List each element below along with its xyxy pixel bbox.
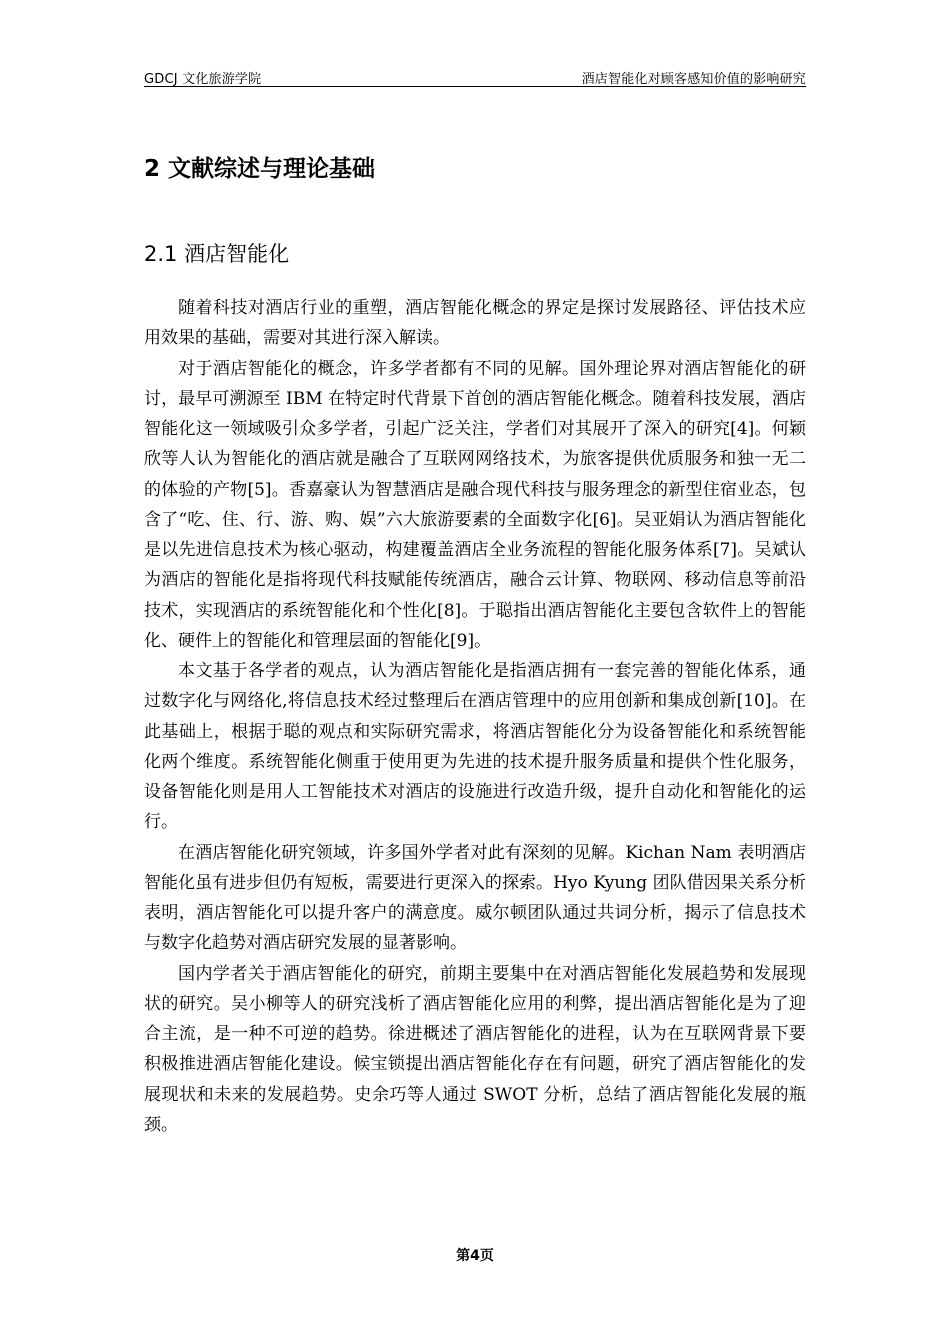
section-title: 2.1 酒店智能化 [144, 242, 290, 266]
chapter-title: 2 文献综述与理论基础 [144, 156, 376, 182]
paragraph-3: 本文基于各学者的观点，认为酒店智能化是指酒店拥有一套完善的智能化体系，通过数字化与网络化,将信息技术经过整理后在酒店管理中的应用创新和集成创新[10]。在此基础上，根据于聪的观点和实际研究需求，将酒店智能化分为设备智能化和系统智能化两个维度。系统智能化侧重于使用更为先进的技术提升服务质量和提供个性化服务，设备智能化则是用人工智能技术对酒店的设施进行改造升级，提升自动化和智能化的运行。 [144, 661, 806, 833]
paragraph-2: 对于酒店智能化的概念，许多学者都有不同的见解。国外理论界对酒店智能化的研讨，最早可溯源至 IBM 在特定时代背景下首创的酒店智能化概念。随着科技发展，酒店智能化这一领域吸引众多学者，引起广泛关注，学者们对其展开了深入的研究[4]。何颖欣等人认为智能化的酒店就是融合了互联网网络技术，为旅客提供优质服务和独一无二的体验的产物[5]。香嘉豪认为智慧酒店是融合现代科技与服务理念的新型住宿业态，包含了“吃、住、行、游、购、娱”六大旅游要素的全面数字化[6]。吴亚娟认为酒店智能化是以先进信息技术为核心驱动，构建覆盖酒店全业务流程的智能化服务体系[7]。吴斌认为酒店的智能化是指将现代科技赋能传统酒店，融合云计算、物联网、移动信息等前沿技术，实现酒店的系统智能化和个性化[8]。于聪指出酒店智能化主要包含软件上的智能化、硬件上的智能化和管理层面的智能化[9]。 [144, 358, 806, 651]
header-divider [144, 86, 806, 87]
paragraph-1: 随着科技对酒店行业的重塑，酒店智能化概念的界定是探讨发展路径、评估技术应用效果的基础，需要对其进行深入解读。 [144, 298, 806, 349]
header-thesis-title: 酒店智能化对顾客感知价值的影响研究 [581, 72, 806, 87]
paragraph-4: 在酒店智能化研究领域，许多国外学者对此有深刻的见解。Kichan Nam 表明酒店智能化虽有进步但仍有短板，需要进行更深入的探索。Hyo Kyung 团队借因果关系分析表明，酒店智能化可以提升客户的满意度。威尔顿团队通过共词分析，揭示了信息技术与数字化趋势对酒店研究发展的显著影响。 [144, 842, 806, 954]
header-institution: GDCJ 文化旅游学院 [144, 72, 262, 87]
page-number: 第4页 [456, 1248, 494, 1264]
paragraph-5: 国内学者关于酒店智能化的研究，前期主要集中在对酒店智能化发展趋势和发展现状的研究。吴小柳等人的研究浅析了酒店智能化应用的利弊，提出酒店智能化是为了迎合主流，是一种不可逆的趋势。徐进概述了酒店智能化的进程，认为在互联网背景下要积极推进酒店智能化建设。候宝锁提出酒店智能化存在有问题，研究了酒店智能化的发展现状和未来的发展趋势。史余巧等人通过 SWOT 分析，总结了酒店智能化发展的瓶颈。 [144, 963, 806, 1135]
body-text [144, 293, 806, 1140]
